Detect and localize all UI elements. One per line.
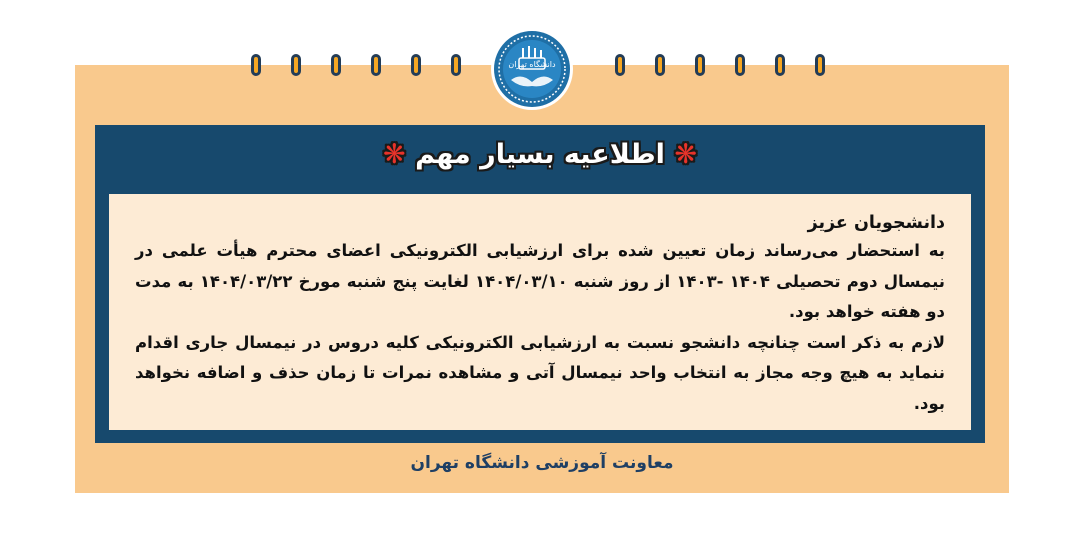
binder-ring-icon bbox=[371, 54, 381, 76]
notice-content bbox=[109, 194, 971, 430]
title-wrap bbox=[95, 137, 985, 173]
notice-title bbox=[383, 137, 697, 173]
binder-ring-icon bbox=[411, 54, 421, 76]
binder-ring-icon bbox=[451, 54, 461, 76]
notice-paragraph-1: به استحضار می‌رساند زمان تعیین شده برای ارزشیابی الکترونیکی اعضای محترم هیأت علمی در نیمسال دوم تحصیلی ۱۴۰۴ -۱۴۰۳ از روز شنبه ۱۴۰۴/۰۳/۱۰ لغایت پنج شنبه مورخ ۱۴۰۴/۰۳/۲۲ به مدت دو هفته خواهد بود. bbox=[135, 241, 946, 321]
logo-text: دانشگاه تهران bbox=[508, 60, 556, 69]
binder-ring-icon bbox=[655, 54, 665, 76]
footer-signature: معاونت آموزشی دانشگاه تهران bbox=[410, 453, 674, 473]
title-text: اطلاعیه بسیار مهم bbox=[415, 139, 665, 170]
binder-ring-icon bbox=[251, 54, 261, 76]
red-star-icon: ❋ bbox=[383, 139, 406, 170]
university-of-tehran-emblem-icon bbox=[493, 30, 571, 108]
greeting: دانشجویان عزیز bbox=[807, 213, 945, 233]
notice-paragraph-2: لازم به ذکر است چنانچه دانشجو نسبت به ارزشیابی الکترونیکی کلیه دروس در نیمسال جاری اقدام ننماید به هیچ وجه مجاز به انتخاب واحد نیمسال آتی و مشاهده نمرات تا زمان حذف و اضافه نخواهد بود. bbox=[135, 332, 945, 413]
university-logo bbox=[491, 28, 573, 110]
binder-ring-icon bbox=[735, 54, 745, 76]
red-star-icon: ❋ bbox=[674, 139, 697, 170]
binder-ring-icon bbox=[615, 54, 625, 76]
binder-ring-icon bbox=[695, 54, 705, 76]
binder-ring-icon bbox=[775, 54, 785, 76]
binder-ring-icon bbox=[291, 54, 301, 76]
binder-ring-icon bbox=[331, 54, 341, 76]
binder-ring-icon bbox=[815, 54, 825, 76]
